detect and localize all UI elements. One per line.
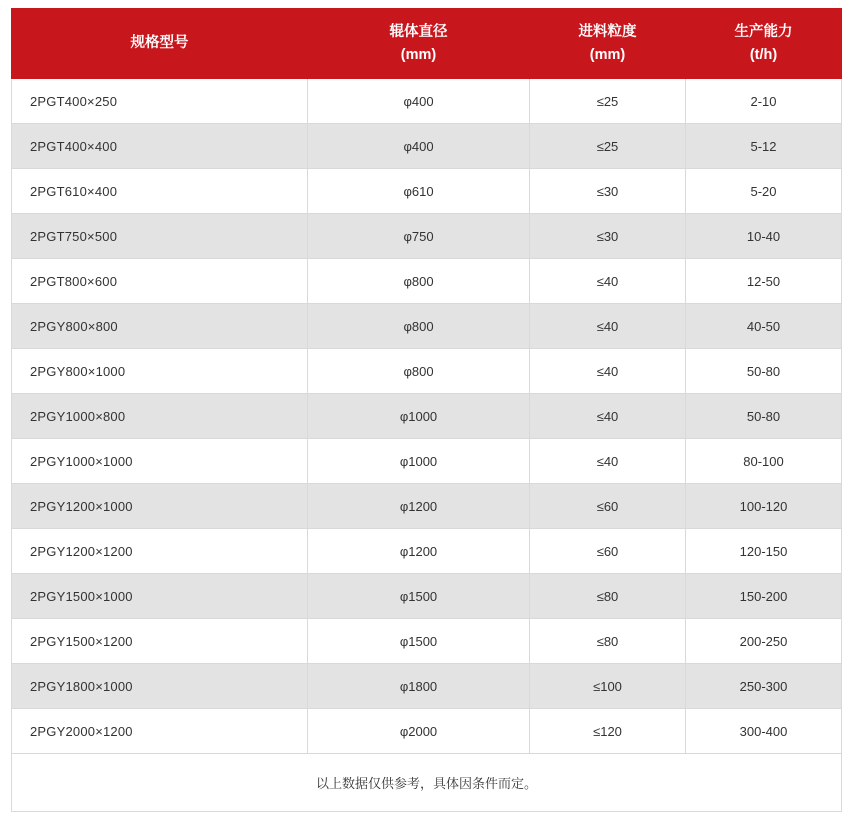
table-row xyxy=(12,349,842,394)
cell-capacity: 10-40 xyxy=(686,214,842,259)
cell-diameter: φ1800 xyxy=(308,664,530,709)
cell-feed-size: ≤60 xyxy=(530,529,686,574)
cell-capacity: 5-20 xyxy=(686,169,842,214)
column-header-diameter-label: 辊体直径 xyxy=(389,24,448,41)
column-header-diameter-unit: (mm) xyxy=(400,46,437,63)
cell-model: 2PGY2000×1200 xyxy=(12,709,308,754)
table-footer xyxy=(12,754,842,812)
cell-capacity: 300-400 xyxy=(686,709,842,754)
cell-feed-size: ≤40 xyxy=(530,304,686,349)
cell-feed-size: ≤80 xyxy=(530,574,686,619)
cell-model: 2PGT610×400 xyxy=(12,169,308,214)
table-row xyxy=(12,664,842,709)
column-header-capacity xyxy=(686,9,842,79)
cell-model: 2PGT400×400 xyxy=(12,124,308,169)
table-body xyxy=(12,79,842,754)
cell-capacity: 80-100 xyxy=(686,439,842,484)
cell-capacity: 120-150 xyxy=(686,529,842,574)
cell-feed-size: ≤25 xyxy=(530,79,686,124)
cell-feed-size: ≤25 xyxy=(530,124,686,169)
table-row xyxy=(12,259,842,304)
cell-capacity: 150-200 xyxy=(686,574,842,619)
table-row xyxy=(12,124,842,169)
cell-diameter: φ610 xyxy=(308,169,530,214)
column-header-capacity-label: 生产能力 xyxy=(734,24,793,41)
footer-note: 以上数据仅供参考，具体因条件而定。 xyxy=(12,754,842,812)
spec-table-container xyxy=(0,8,852,812)
table-row xyxy=(12,79,842,124)
cell-model: 2PGY1000×800 xyxy=(12,394,308,439)
cell-diameter: φ1000 xyxy=(308,394,530,439)
table-row xyxy=(12,304,842,349)
cell-feed-size: ≤40 xyxy=(530,349,686,394)
column-header-model-label: 规格型号 xyxy=(130,35,189,52)
cell-model: 2PGT800×600 xyxy=(12,259,308,304)
cell-capacity: 2-10 xyxy=(686,79,842,124)
cell-model: 2PGY800×1000 xyxy=(12,349,308,394)
column-header-model xyxy=(12,9,308,79)
cell-capacity: 200-250 xyxy=(686,619,842,664)
cell-capacity: 5-12 xyxy=(686,124,842,169)
cell-diameter: φ1000 xyxy=(308,439,530,484)
cell-model: 2PGT750×500 xyxy=(12,214,308,259)
cell-model: 2PGY1000×1000 xyxy=(12,439,308,484)
table-header-row xyxy=(12,9,842,79)
table-header xyxy=(12,9,842,79)
table-row xyxy=(12,394,842,439)
column-header-feed-size xyxy=(530,9,686,79)
cell-diameter: φ1200 xyxy=(308,529,530,574)
cell-diameter: φ1500 xyxy=(308,619,530,664)
cell-diameter: φ800 xyxy=(308,304,530,349)
cell-diameter: φ400 xyxy=(308,79,530,124)
cell-feed-size: ≤40 xyxy=(530,259,686,304)
cell-model: 2PGY800×800 xyxy=(12,304,308,349)
cell-model: 2PGY1200×1200 xyxy=(12,529,308,574)
specification-table xyxy=(11,8,842,812)
cell-diameter: φ750 xyxy=(308,214,530,259)
cell-model: 2PGY1500×1200 xyxy=(12,619,308,664)
cell-diameter: φ2000 xyxy=(308,709,530,754)
table-row xyxy=(12,169,842,214)
cell-feed-size: ≤60 xyxy=(530,484,686,529)
cell-feed-size: ≤120 xyxy=(530,709,686,754)
table-row xyxy=(12,484,842,529)
table-footer-row xyxy=(12,754,842,812)
cell-capacity: 12-50 xyxy=(686,259,842,304)
cell-capacity: 50-80 xyxy=(686,394,842,439)
cell-capacity: 40-50 xyxy=(686,304,842,349)
table-row xyxy=(12,709,842,754)
table-row xyxy=(12,439,842,484)
cell-feed-size: ≤40 xyxy=(530,439,686,484)
table-row xyxy=(12,574,842,619)
cell-model: 2PGY1500×1000 xyxy=(12,574,308,619)
cell-feed-size: ≤100 xyxy=(530,664,686,709)
table-row xyxy=(12,619,842,664)
cell-model: 2PGY1800×1000 xyxy=(12,664,308,709)
cell-feed-size: ≤80 xyxy=(530,619,686,664)
cell-diameter: φ800 xyxy=(308,349,530,394)
cell-diameter: φ800 xyxy=(308,259,530,304)
cell-capacity: 50-80 xyxy=(686,349,842,394)
cell-capacity: 100-120 xyxy=(686,484,842,529)
column-header-diameter xyxy=(308,9,530,79)
cell-diameter: φ400 xyxy=(308,124,530,169)
cell-feed-size: ≤40 xyxy=(530,394,686,439)
cell-feed-size: ≤30 xyxy=(530,214,686,259)
table-row xyxy=(12,529,842,574)
cell-diameter: φ1500 xyxy=(308,574,530,619)
column-header-feed-size-label: 进料粒度 xyxy=(578,24,637,41)
cell-diameter: φ1200 xyxy=(308,484,530,529)
cell-capacity: 250-300 xyxy=(686,664,842,709)
cell-model: 2PGT400×250 xyxy=(12,79,308,124)
cell-feed-size: ≤30 xyxy=(530,169,686,214)
table-row xyxy=(12,214,842,259)
column-header-feed-size-unit: (mm) xyxy=(589,46,626,63)
column-header-capacity-unit: (t/h) xyxy=(749,46,778,63)
cell-model: 2PGY1200×1000 xyxy=(12,484,308,529)
